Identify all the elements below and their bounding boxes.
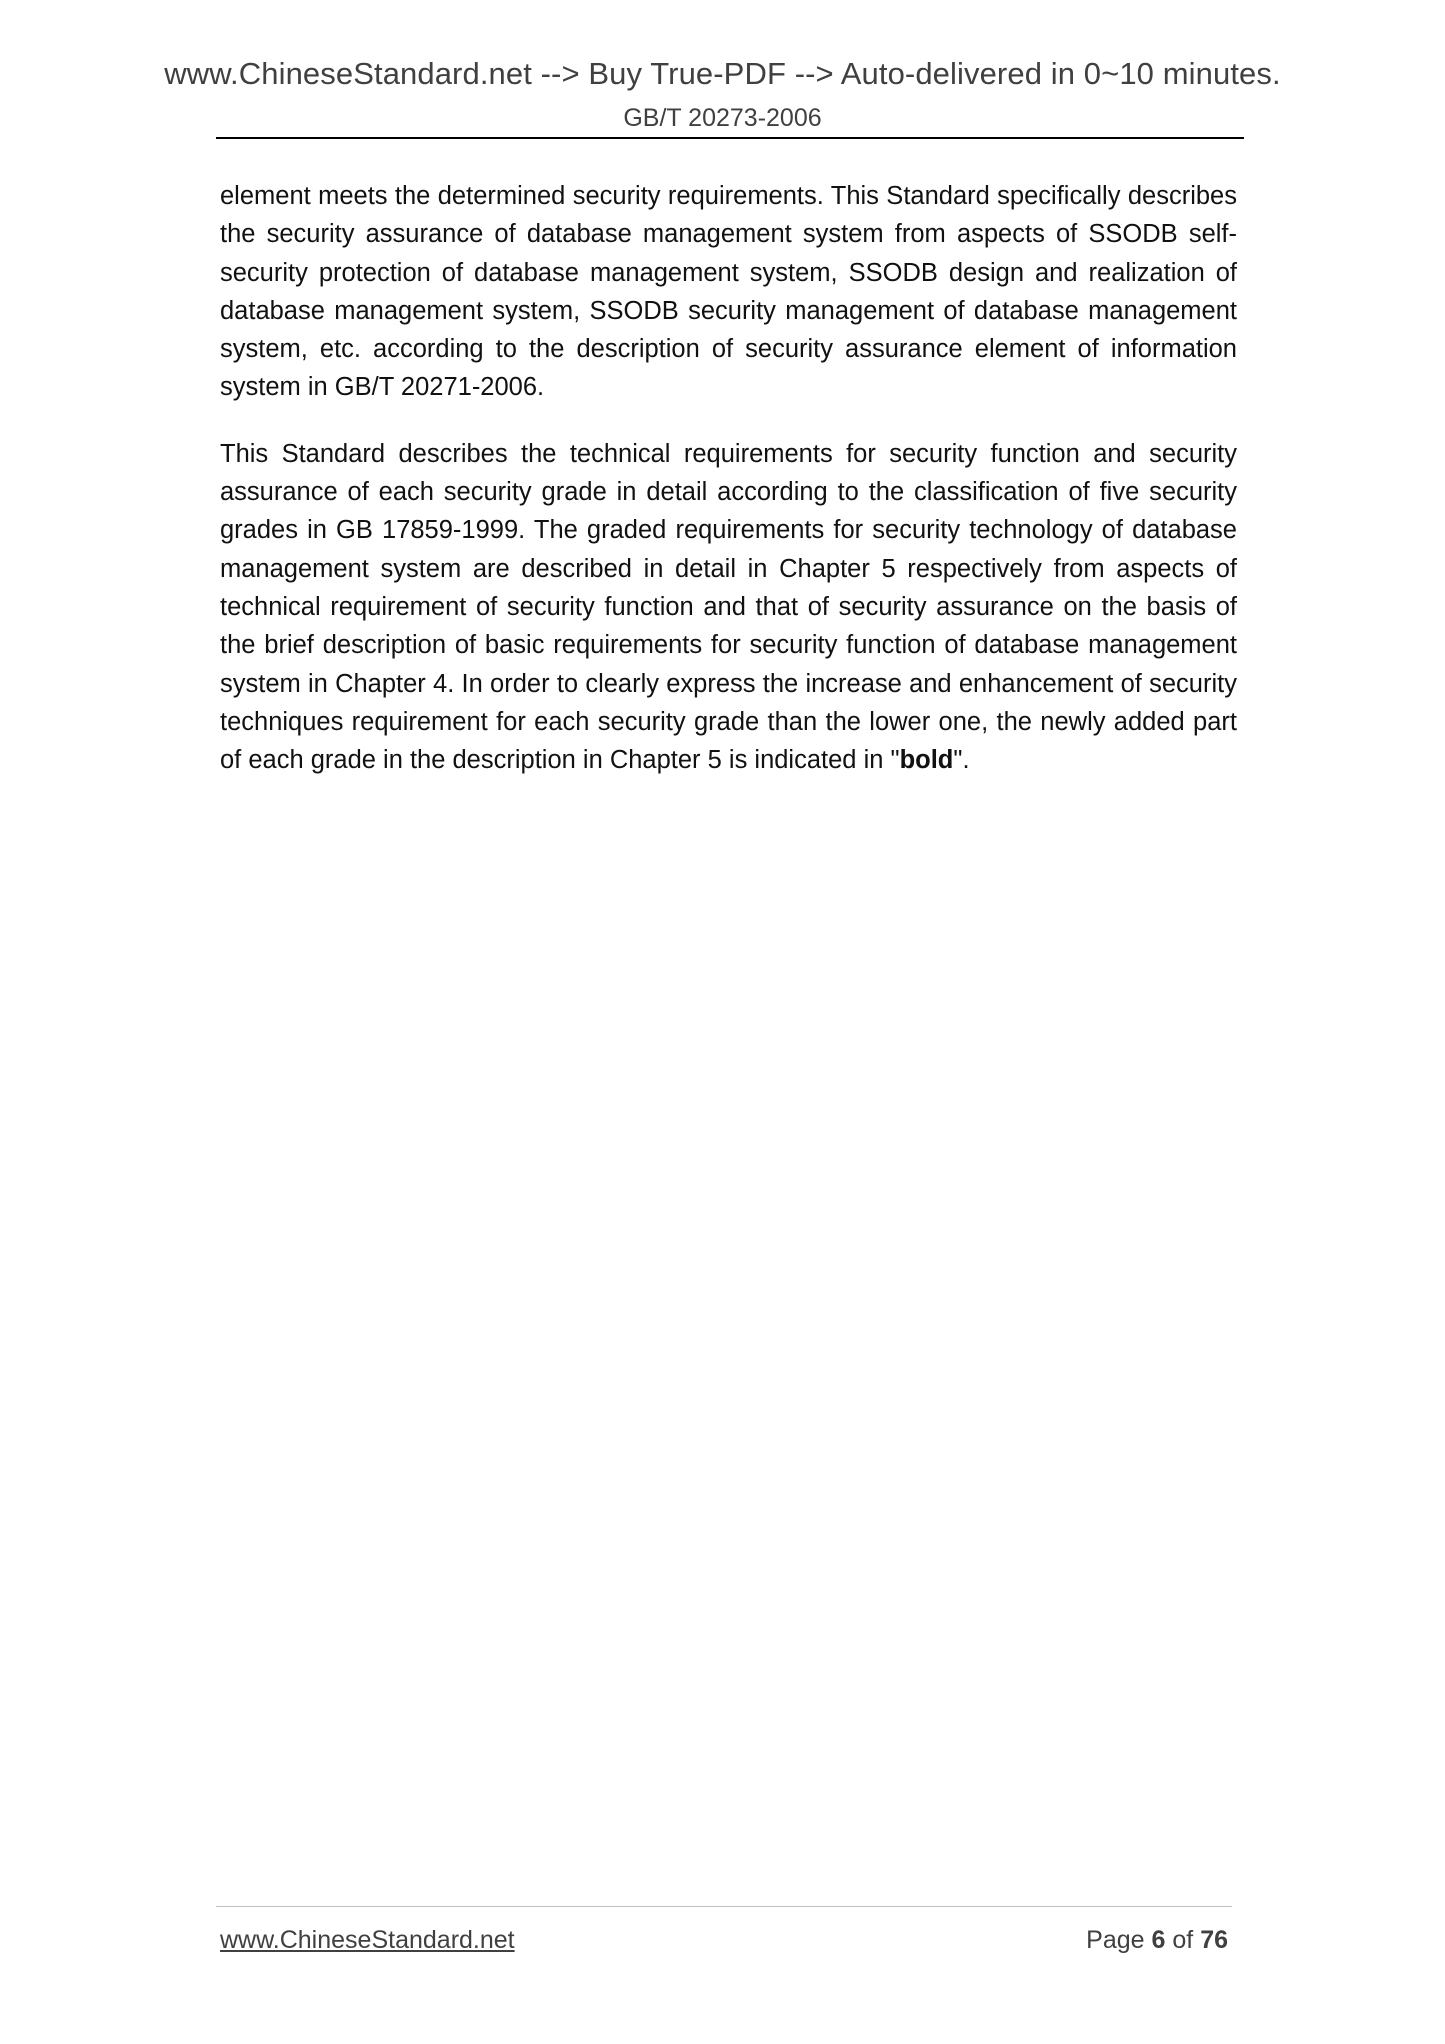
header-divider [216,137,1244,139]
page-prefix: Page [1086,1926,1145,1954]
footer-divider [216,1906,1232,1907]
bold-word: bold [899,746,954,775]
page-total: 76 [1200,1926,1228,1954]
page-current: 6 [1151,1926,1166,1954]
footer-website-link[interactable]: www.ChineseStandard.net [220,1926,515,1954]
document-code: GB/T 20273-2006 [623,104,822,132]
header-banner: www.ChineseStandard.net --> Buy True-PDF --> Auto-delivered in 0~10 minutes. [164,56,1281,91]
paragraph-2-text: This Standard describes the technical requirements for security function and security assurance of each security grade in detail according to the classification of five security grades in GB 17859-1999. The graded requirements for security technology of database management system are described in detail in Chapter 5 respectively from aspects of technical requirement of security function and that of security assurance on the basis of the brief description of basic requirements for security function of database management system in Chapter 4. In order to clearly express the increase and enhancement of security techniques requirement for each security grade than the lower one, the newly added part of each grade in the description in Chapter 5 is indicated in " [220,439,1237,775]
paragraph-1: element meets the determined security requirements. This Standard specifically describes the security assurance of database management system from aspects of SSODB self-security protection of database management system, SSODB design and realization of database management system, SSODB security management of database management system, etc. according to the description of security assurance element of information system in GB/T 20271-2006. [220,182,1237,402]
paragraph-2-end: ". [953,746,970,775]
page-content [220,177,1237,807]
paragraph-2 [220,435,1237,780]
page-number [1086,1926,1228,1955]
page-of: of [1172,1926,1194,1954]
